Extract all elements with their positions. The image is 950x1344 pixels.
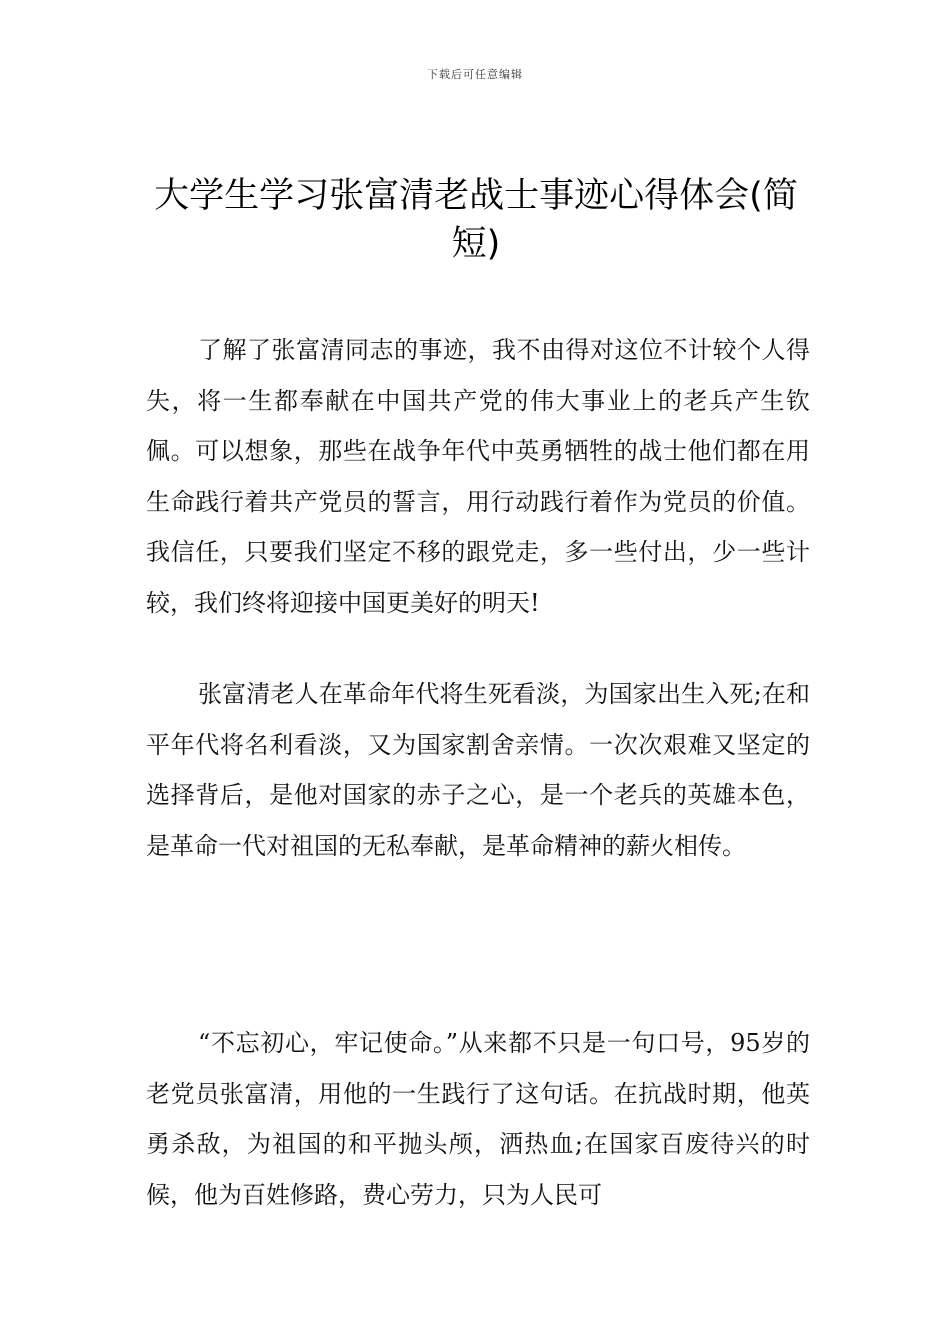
document-title: 大学生学习张富清老战士事迹心得体会(简短) bbox=[154, 176, 798, 264]
paragraph-2: 张富清老人在革命年代将生死看淡，为国家出生入死;在和平年代将名利看淡，又为国家割舍亲情。一次次艰难又坚定的选择背后，是他对国家的赤子之心，是一个老兵的英雄本色，是革命一代对祖国的无私奉献，是革命精神的薪火相传。 bbox=[146, 680, 810, 860]
header-note: 下载后可任意编辑 bbox=[427, 68, 523, 81]
paragraph-1: 了解了张富清同志的事迹，我不由得对这位不计较个人得失，将一生都奉献在中国共产党的伟大事业上的老兵产生钦佩。可以想象，那些在战争年代中英勇牺牲的战士他们都在用生命践行着共产党员的誓言，用行动践行着作为党员的价值。我信任，只要我们坚定不移的跟党走，多一些付出，少一些计较，我们终将迎接中国更美好的明天! bbox=[146, 336, 810, 617]
paragraph-3: “不忘初心，牢记使命。”从来都不只是一句口号，95岁的老党员张富清，用他的一生践行了这句话。在抗战时期，他英勇杀敌，为祖国的和平抛头颅，洒热血;在国家百废待兴的时候，他为百姓修路，费心劳力，只为人民可 bbox=[146, 1029, 810, 1209]
